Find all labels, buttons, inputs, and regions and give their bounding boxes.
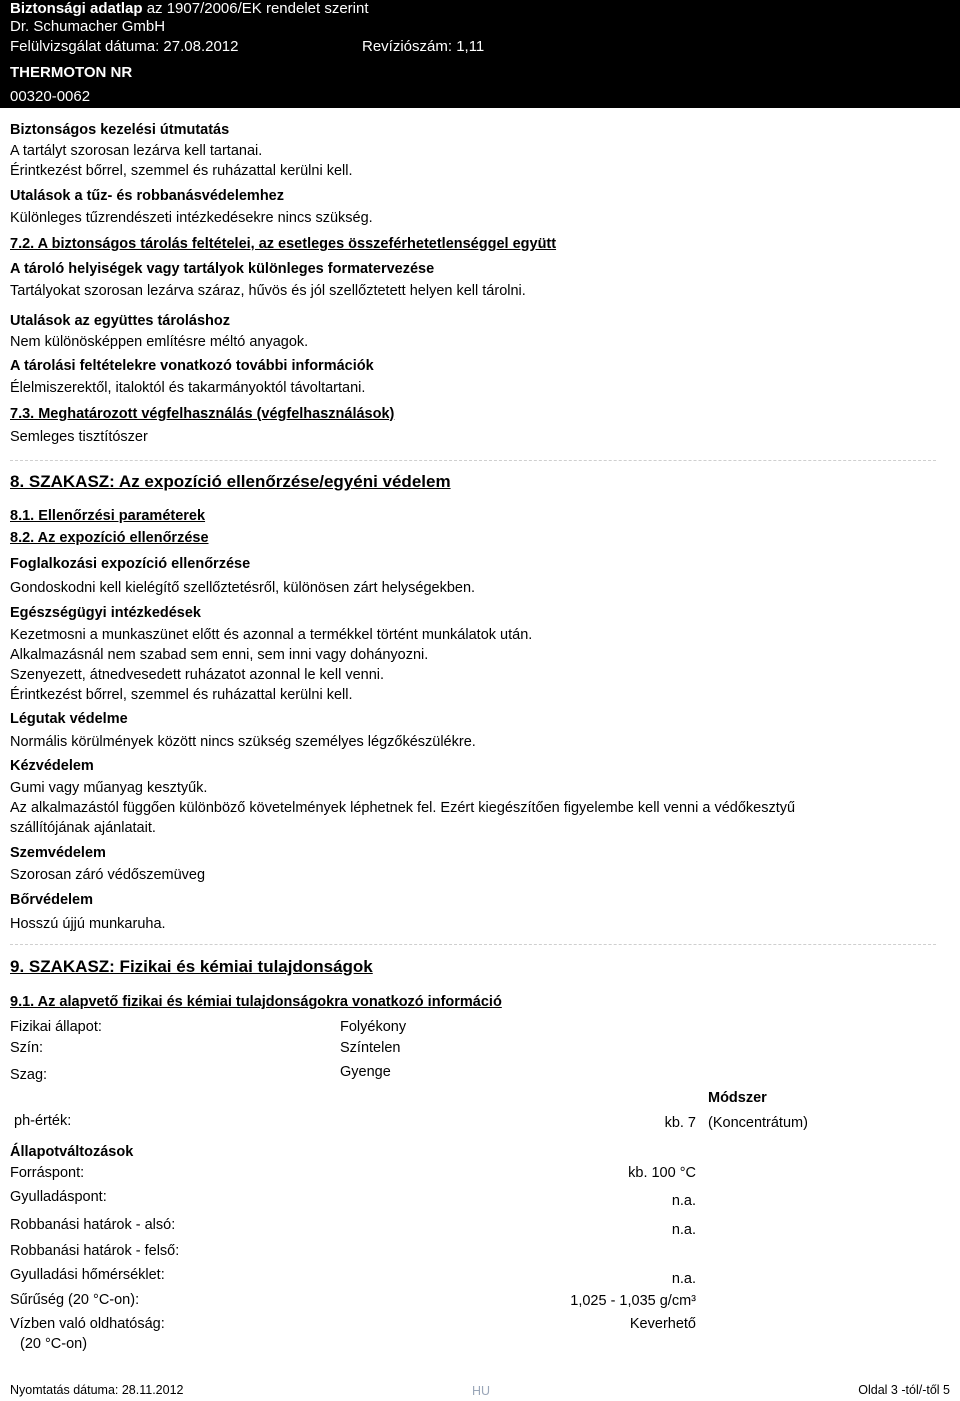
respiratory-protection-text: Normális körülmények között nincs szükség személyes légzőkészülékre.	[10, 734, 476, 750]
language-code: HU	[472, 1384, 491, 1398]
page-number: Oldal 3 -tól/-től 5	[858, 1383, 950, 1397]
hand-protection-text-2: Az alkalmazástól függően különböző követelmények léphetnek fel. Ezért kiegészítően figyelembe kell venni a védőkesztyű	[10, 800, 796, 816]
ph-method: (Koncentrátum)	[708, 1115, 808, 1131]
safe-handling-title: Biztonságos kezelési útmutatás	[10, 122, 230, 138]
section-7-2-heading: 7.2. A biztonságos tárolás feltételei, az esetleges összeférhetetlenséggel együtt	[10, 236, 557, 252]
joint-storage-text: Nem különösképpen említésre méltó anyagok.	[10, 334, 309, 350]
color-value: Színtelen	[340, 1040, 401, 1056]
eye-protection-title: Szemvédelem	[10, 845, 106, 861]
hygiene-text-4: Érintkezést bőrrel, szemmel és ruházattal kerülni kell.	[10, 687, 353, 703]
storage-design-title: A tároló helyiségek vagy tartályok különleges formatervezése	[10, 261, 435, 277]
regulation-line: Biztonsági adatlap az 1907/2006/EK rendelet szerint	[10, 0, 369, 17]
occupational-exposure-text: Gondoskodni kell kielégítő szellőztetésről, különösen zárt helységekben.	[10, 580, 476, 596]
ignition-temperature-label: Gyulladási hőmérséklet:	[10, 1267, 165, 1283]
physical-state-value: Folyékony	[340, 1019, 407, 1035]
odor-label: Szag:	[10, 1067, 48, 1083]
solubility-value: Keverhető	[629, 1316, 696, 1332]
respiratory-protection-title: Légutak védelme	[10, 711, 128, 727]
section-7-3-heading: 7.3. Meghatározott végfelhasználás (végfelhasználások)	[10, 406, 395, 422]
solubility-label-condition: (20 °C-on)	[20, 1336, 88, 1352]
explosion-upper-label: Robbanási határok - felső:	[10, 1243, 180, 1259]
flash-point-value: n.a.	[671, 1193, 696, 1209]
density-label: Sűrűség (20 °C-on):	[10, 1292, 140, 1308]
explosion-lower-value: n.a.	[671, 1222, 696, 1238]
hygiene-text-3: Szenyezett, átnedvesedett ruházatot azonnal le kell venni.	[10, 667, 385, 683]
hand-protection-text-3: szállítójának ajánlatait.	[10, 820, 156, 836]
eye-protection-text: Szorosan záró védőszemüveg	[10, 867, 206, 883]
product-name: THERMOTON NR	[10, 64, 133, 81]
safe-handling-text-1: A tartályt szorosan lezárva kell tartanai.	[10, 143, 263, 159]
safe-handling-text-2: Érintkezést bőrrel, szemmel és ruházattal kerülni kell.	[10, 163, 353, 179]
hygiene-text-2: Alkalmazásnál nem szabad sem enni, sem inni vagy dohányozni.	[10, 647, 429, 663]
ph-value: kb. 7	[664, 1115, 696, 1131]
further-info-title: A tárolási feltételekre vonatkozó további információk	[10, 358, 374, 374]
section-8-2-heading: 8.2. Az expozíció ellenőrzése	[10, 530, 209, 546]
state-changes-title: Állapotváltozások	[10, 1144, 134, 1160]
explosion-lower-label: Robbanási határok - alsó:	[10, 1217, 176, 1233]
odor-value: Gyenge	[340, 1064, 391, 1080]
fire-protection-text: Különleges tűzrendészeti intézkedésekre nincs szükség.	[10, 210, 373, 226]
skin-protection-title: Bőrvédelem	[10, 892, 94, 908]
company-name: Dr. Schumacher GmbH	[10, 18, 166, 35]
hand-protection-text-1: Gumi vagy műanyag kesztyűk.	[10, 780, 208, 796]
color-label: Szín:	[10, 1040, 44, 1056]
section-8-heading: 8. SZAKASZ: Az expozíció ellenőrzése/egyéni védelem	[10, 472, 451, 491]
section-divider	[10, 944, 936, 945]
hygiene-title: Egészségügyi intézkedések	[10, 605, 201, 621]
ignition-temperature-value: n.a.	[671, 1271, 696, 1287]
print-date: Nyomtatás dátuma: 28.11.2012	[10, 1383, 184, 1397]
occupational-exposure-title: Foglalkozási expozíció ellenőrzése	[10, 556, 251, 572]
section-7-3-text: Semleges tisztítószer	[10, 429, 148, 445]
fire-protection-title: Utalások a tűz- és robbanásvédelemhez	[10, 188, 284, 204]
further-info-text: Élelmiszerektől, italoktól és takarmányoktól távoltartani.	[10, 380, 366, 396]
boiling-point-value: kb. 100 °C	[628, 1165, 696, 1181]
review-date: Felülvizsgálat dátuma: 27.08.2012	[10, 38, 239, 55]
section-8-1-heading: 8.1. Ellenőrzési paraméterek	[10, 508, 206, 524]
hand-protection-title: Kézvédelem	[10, 758, 94, 774]
ph-label: ph-érték:	[14, 1113, 72, 1129]
joint-storage-title: Utalások az együttes tároláshoz	[10, 313, 230, 329]
boiling-point-label: Forráspont:	[10, 1165, 85, 1181]
method-header: Módszer	[708, 1090, 767, 1106]
section-9-1-heading: 9.1. Az alapvető fizikai és kémiai tulajdonságokra vonatkozó információ	[10, 994, 502, 1010]
density-value: 1,025 - 1,035 g/cm³	[570, 1293, 696, 1309]
section-9-heading: 9. SZAKASZ: Fizikai és kémiai tulajdonságok	[10, 957, 373, 976]
product-code: 00320-0062	[10, 88, 91, 105]
revision-number: Revíziószám: 1,11	[362, 38, 485, 55]
storage-design-text: Tartályokat szorosan lezárva száraz, hűvös és jól szellőztetett helyen kell tárolni.	[10, 283, 526, 299]
hygiene-text-1: Kezetmosni a munkaszünet előtt és azonnal a termékkel történt munkálatok után.	[10, 627, 533, 643]
section-divider	[10, 460, 936, 461]
skin-protection-text: Hosszú újjú munkaruha.	[10, 916, 166, 932]
solubility-label: Vízben való oldhatóság:	[10, 1316, 165, 1332]
physical-state-label: Fizikai állapot:	[10, 1019, 102, 1035]
flash-point-label: Gyulladáspont:	[10, 1189, 107, 1205]
